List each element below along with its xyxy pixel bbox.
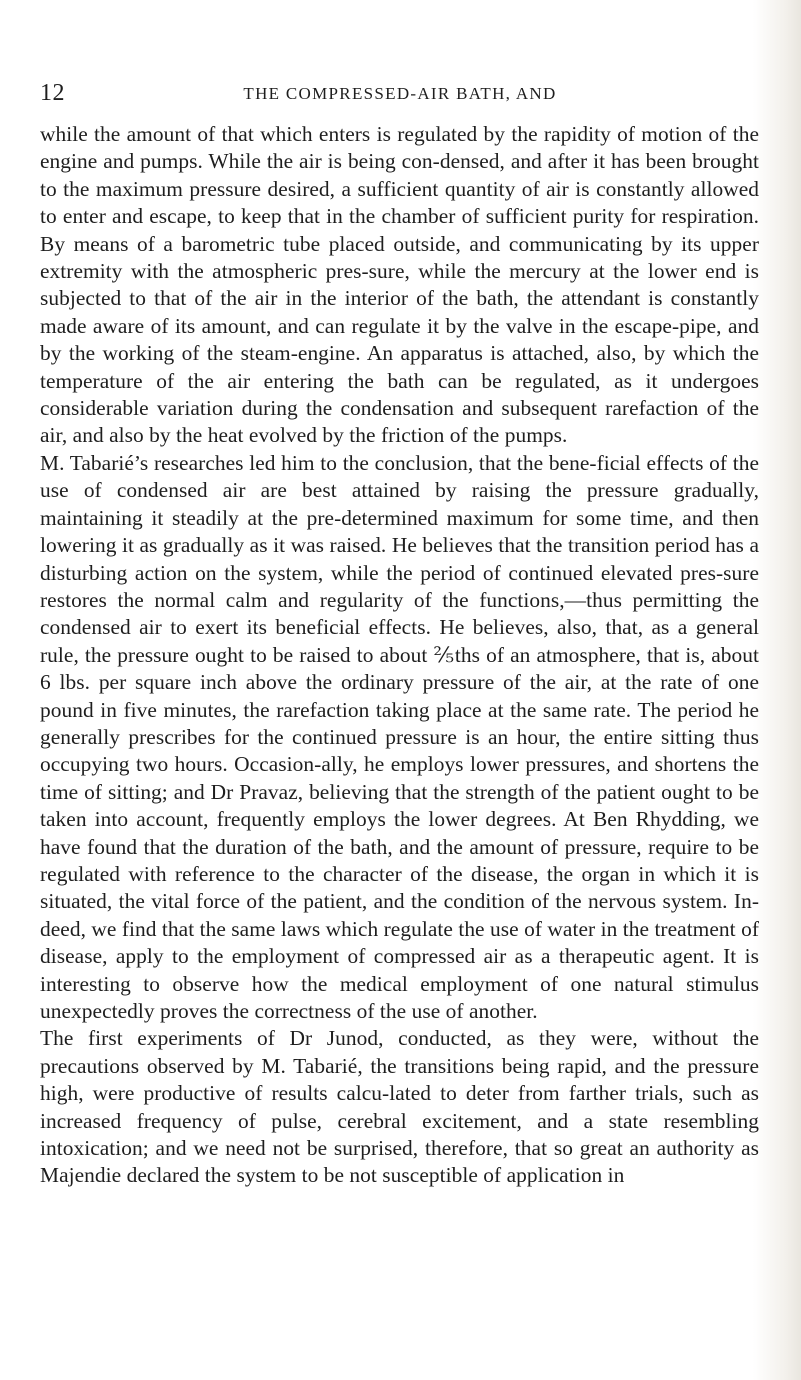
body-text [40, 121, 759, 1190]
paragraph: The first experiments of Dr Junod, conducted, as they were, without the precautions observed by M. Tabarié, the transitions being rapid, and the pressure high, were productive of results calcu-lated to deter from farther trials, such as increased frequency of pulse, cerebral excitement, and a state resembling intoxication; and we need not be surprised, therefore, that so great an authority as Majendie declared the system to be not susceptible of application in [40, 1026, 759, 1188]
page-number: 12 [40, 80, 65, 106]
paragraph: M. Tabarié’s researches led him to the conclusion, that the bene-ficial effects of the use of condensed air are best attained by raising the pressure gradually, maintaining it steadily at the pre-determined maximum for some time, and then lowering it as gradually as it was raised. He believes that the transition period has a disturbing action on the system, while the period of continued elevated pres-sure restores the normal calm and regularity of the functions,—thus permitting the condensed air to exert its beneficial effects. He believes, also, that, as a general rule, the pressure ought to be raised to about ⅖ths of an atmosphere, that is, about 6 lbs. per square inch above the ordinary pressure of the air, at the rate of one pound in five minutes, the rarefaction taking place at the same rate. The period he generally prescribes for the continued pressure is an hour, the entire sitting thus occupying two hours. Occasion-ally, he employs lower pressures, and shortens the time of sitting; and Dr Pravaz, believing that the strength of the patient ought to be taken into account, frequently employs the lower degrees. At Ben Rhydding, we have found that the duration of the bath, and the amount of pressure, require to be regulated with reference to the character of the disease, the organ in which it is situated, the vital force of the patient, and the condition of the nervous system. In-deed, we find that the same laws which regulate the use of water in the treatment of disease, apply to the employment of compressed air as a therapeutic agent. It is interesting to observe how the medical employment of one natural stimulus unexpectedly proves the correctness of the use of another. [40, 450, 759, 1023]
running-head: THE COMPRESSED-AIR BATH, AND [243, 84, 557, 103]
page-header [40, 78, 760, 108]
paragraph: while the amount of that which enters is regulated by the rapidity of motion of the engine and pumps. While the air is being con-densed, and after it has been brought to the maximum pressure desired, a sufficient quantity of air is constantly allowed to enter and escape, to keep that in the chamber of sufficient purity for respiration. By means of a barometric tube placed outside, and communicating by its upper extremity with the atmospheric pres-sure, while the mercury at the lower end is subjected to that of the air in the interior of the bath, the attendant is constantly made aware of its amount, and can regulate it by the valve in the escape-pipe, and by the working of the steam-engine. An apparatus is attached, also, by which the temperature of the air entering the bath can be regulated, as it undergoes considerable variation during the condensation and subsequent rarefaction of the air, and also by the heat evolved by the friction of the pumps. [40, 122, 759, 448]
